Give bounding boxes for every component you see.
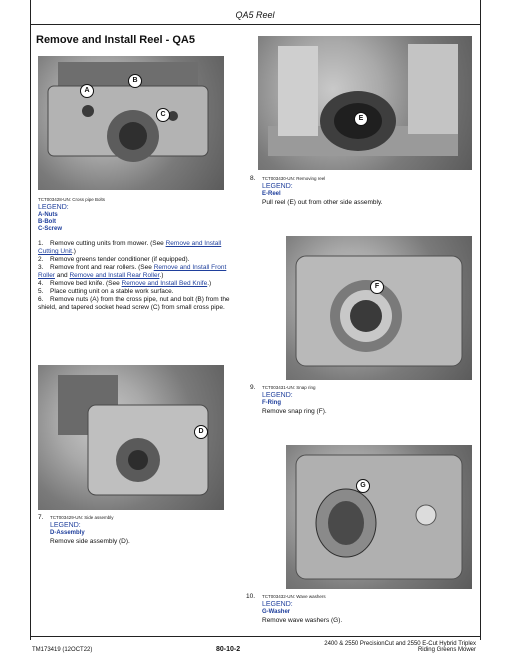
step-text: Remove side assembly (D). [50, 538, 130, 545]
figure-snap-ring [286, 236, 472, 380]
legend-item: E-Reel [262, 191, 281, 197]
figure-caption: TCT003428-UN: Cross pipe Bolts [38, 197, 106, 202]
legend-item: F-Ring [262, 400, 281, 406]
callout-c: C [156, 108, 170, 122]
figure-caption: TCT003430-UN: Removing reel [262, 176, 326, 181]
step-item: 2. Remove greens tender conditioner (if equipped). [38, 256, 190, 263]
section-title: Remove and Install Reel - QA5 [36, 34, 195, 46]
step-text: Pull reel (E) out from other side assembly. [262, 199, 383, 206]
step-text: Remove wave washers (G). [262, 617, 343, 624]
legend-title: LEGEND: [38, 204, 69, 211]
link-remove-install-rear-roller[interactable]: Remove and Install Rear Roller [69, 272, 160, 279]
step-item: 1. Remove cutting units from mower. (See Remove and Install Cutting Unit.) [38, 240, 222, 255]
figure-caption: TCT003432-UN: Wave washers [262, 594, 326, 599]
footer-page-number: 80-10-2 [216, 646, 241, 653]
callout-f: F [370, 280, 384, 294]
steps-list [38, 240, 238, 312]
figure-side-assembly [38, 365, 224, 510]
figure-cross-pipe-bolts [38, 56, 224, 190]
legend-title: LEGEND: [262, 183, 293, 190]
link-remove-install-cutting-unit[interactable]: Remove and Install Cutting Unit [38, 240, 222, 255]
step-item: 8. TCT003430-UN: Removing reel [250, 175, 326, 182]
figure-removing-reel [258, 36, 472, 170]
step-item: 9. TCT003431-UN: Snap ring [250, 384, 316, 391]
legend-item: C-Screw [38, 226, 63, 232]
link-remove-install-bed-knife[interactable]: Remove and Install Bed Knife [121, 280, 208, 287]
legend-title: LEGEND: [50, 522, 81, 529]
page-header-title: QA5 Reel [235, 10, 275, 20]
step-item: 4. Remove bed knife. (See Remove and Install Bed Knife.) [38, 280, 212, 287]
legend-title: LEGEND: [262, 392, 293, 399]
step-item: 5. Place cutting unit on a stable work surface. [38, 288, 174, 295]
legend-item: B-Bolt [38, 219, 56, 225]
figure-wave-washers [286, 445, 472, 589]
link-remove-install-front-roller[interactable]: Remove and Install Front Roller [38, 264, 227, 279]
callout-g: G [356, 479, 370, 493]
header-rule [30, 24, 481, 25]
step-text: Remove snap ring (F). [262, 408, 327, 415]
callout-a: A [80, 84, 94, 98]
callout-d: D [194, 425, 208, 439]
legend-item: A-Nuts [38, 212, 58, 218]
step-item: 6. Remove nuts (A) from the cross pipe, nut and bolt (B) from the shield, and tapered socket head screw (C) from small cross pipe. [38, 296, 230, 311]
legend-list [38, 212, 62, 233]
legend-title: LEGEND: [262, 601, 293, 608]
legend-item: D-Assembly [50, 530, 85, 536]
footer-rule [30, 636, 481, 637]
figure-caption: TCT003431-UN: Snap ring [262, 385, 316, 390]
callout-e: E [354, 112, 368, 126]
figure-caption: TCT003429-UN: Side assembly [50, 515, 114, 520]
callout-b: B [128, 74, 142, 88]
step-item: 10. TCT003432-UN: Wave washers [246, 593, 326, 600]
footer-title [276, 641, 476, 653]
step-item: 7. TCT003429-UN: Side assembly [38, 514, 114, 521]
legend-item: G-Washer [262, 609, 291, 615]
footer-title-line1: 2400 & 2550 PrecisionCut and 2550 E-Cut Hybrid Triplex [324, 641, 476, 647]
footer-title-line2: Riding Greens Mower [417, 647, 476, 653]
footer-doc-id: TM173419 (12OCT22) [32, 647, 93, 653]
step-item: 3. Remove front and rear rollers. (See Remove and Install Front Roller and Remove and Install Rear Roller.) [38, 264, 227, 279]
right-border [480, 0, 481, 640]
left-border [30, 0, 31, 640]
